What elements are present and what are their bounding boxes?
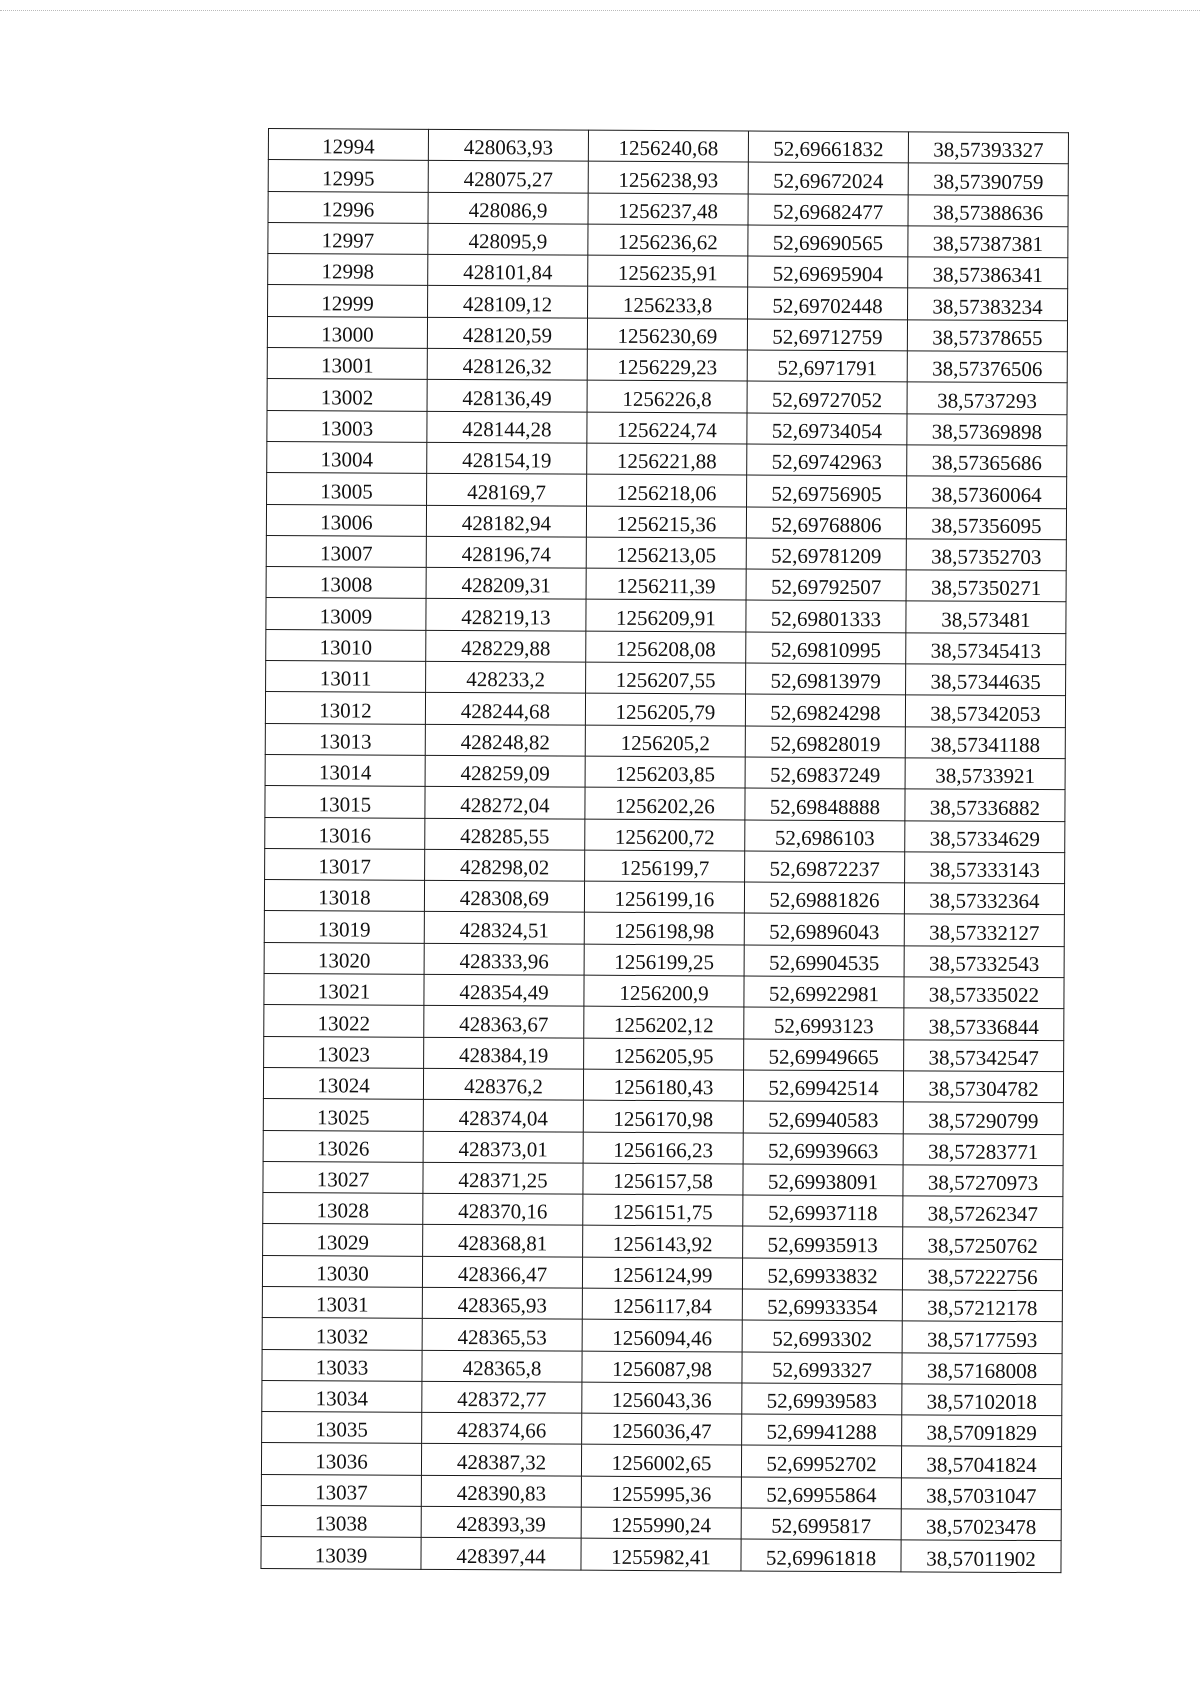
latitude-cell: 52,69949665 [744, 1039, 904, 1071]
y-coordinate-cell: 1256199,16 [584, 881, 744, 913]
longitude-cell: 38,57168008 [902, 1352, 1062, 1384]
latitude-cell: 52,69952702 [741, 1445, 901, 1477]
x-coordinate-cell: 428285,55 [425, 818, 585, 850]
latitude-cell: 52,69734054 [747, 413, 907, 445]
y-coordinate-cell: 1256180,43 [583, 1069, 743, 1101]
y-coordinate-cell: 1256087,98 [582, 1351, 742, 1383]
latitude-cell: 52,69939583 [742, 1383, 902, 1415]
point-number-cell: 13026 [263, 1130, 423, 1162]
latitude-cell: 52,69938091 [743, 1164, 903, 1196]
y-coordinate-cell: 1256166,23 [583, 1132, 743, 1164]
x-coordinate-cell: 428365,53 [422, 1319, 582, 1351]
table-row [266, 629, 1066, 664]
table-row [263, 1224, 1063, 1259]
longitude-cell: 38,5737293 [907, 382, 1067, 414]
latitude-cell: 52,69695904 [748, 256, 908, 288]
y-coordinate-cell: 1256117,84 [582, 1288, 742, 1320]
longitude-cell: 38,57031047 [901, 1478, 1061, 1510]
x-coordinate-cell: 428101,84 [428, 255, 588, 287]
y-coordinate-cell: 1256124,99 [582, 1257, 742, 1289]
point-number-cell: 13037 [261, 1474, 421, 1506]
longitude-cell: 38,57222756 [902, 1259, 1062, 1291]
longitude-cell: 38,57341188 [905, 726, 1065, 758]
x-coordinate-cell: 428308,69 [424, 880, 584, 912]
y-coordinate-cell: 1256218,06 [587, 474, 747, 506]
point-number-cell: 13020 [264, 942, 424, 974]
table-row [264, 942, 1064, 977]
latitude-cell: 52,69768806 [746, 507, 906, 539]
y-coordinate-cell: 1256229,23 [587, 349, 747, 381]
table-row [264, 974, 1064, 1009]
y-coordinate-cell: 1256151,75 [583, 1194, 743, 1226]
longitude-cell: 38,57332543 [904, 946, 1064, 978]
table-row [268, 191, 1068, 226]
x-coordinate-cell: 428169,7 [427, 474, 587, 506]
longitude-cell: 38,5733921 [905, 758, 1065, 790]
point-number-cell: 13024 [263, 1067, 423, 1099]
latitude-cell: 52,6993123 [744, 1007, 904, 1039]
x-coordinate-cell: 428154,19 [427, 442, 587, 474]
x-coordinate-cell: 428086,9 [428, 192, 588, 224]
table-row [266, 504, 1066, 539]
point-number-cell: 13038 [261, 1506, 421, 1538]
point-number-cell: 13017 [265, 848, 425, 880]
table-row [263, 1067, 1063, 1102]
latitude-cell: 52,69702448 [748, 287, 908, 319]
y-coordinate-cell: 1256240,68 [588, 130, 748, 162]
y-coordinate-cell: 1256208,08 [586, 631, 746, 663]
point-number-cell: 13013 [265, 723, 425, 755]
point-number-cell: 13033 [262, 1349, 422, 1381]
longitude-cell: 38,57262347 [903, 1196, 1063, 1228]
point-number-cell: 13034 [262, 1380, 422, 1412]
point-number-cell: 13028 [263, 1193, 423, 1225]
y-coordinate-cell: 1256202,12 [584, 1006, 744, 1038]
latitude-cell: 52,69935913 [743, 1226, 903, 1258]
point-number-cell: 13032 [262, 1318, 422, 1350]
table-row [263, 1193, 1063, 1228]
point-number-cell: 13022 [264, 1005, 424, 1037]
y-coordinate-cell: 1256221,88 [587, 443, 747, 475]
table-row [267, 316, 1067, 351]
x-coordinate-cell: 428259,09 [425, 755, 585, 787]
x-coordinate-cell: 428244,68 [425, 693, 585, 725]
table-row [264, 1005, 1064, 1040]
table-row [267, 379, 1067, 414]
point-number-cell: 13009 [266, 598, 426, 630]
point-number-cell: 13014 [265, 754, 425, 786]
y-coordinate-cell: 1256203,85 [585, 756, 745, 788]
longitude-cell: 38,57304782 [903, 1071, 1063, 1103]
point-number-cell: 13027 [263, 1161, 423, 1193]
point-number-cell: 13023 [264, 1036, 424, 1068]
x-coordinate-cell: 428365,93 [422, 1287, 582, 1319]
y-coordinate-cell: 1256198,98 [584, 913, 744, 945]
point-number-cell: 12995 [268, 160, 428, 192]
point-number-cell: 13019 [264, 911, 424, 943]
latitude-cell: 52,69848888 [745, 788, 905, 820]
y-coordinate-cell: 1256170,98 [583, 1100, 743, 1132]
y-coordinate-cell: 1256213,05 [586, 537, 746, 569]
x-coordinate-cell: 428371,25 [423, 1162, 583, 1194]
point-number-cell: 13025 [263, 1099, 423, 1131]
y-coordinate-cell: 1255990,24 [581, 1507, 741, 1539]
point-number-cell: 13003 [267, 410, 427, 442]
coordinates-table [260, 128, 1069, 1573]
y-coordinate-cell: 1256200,72 [585, 819, 745, 851]
x-coordinate-cell: 428109,12 [428, 286, 588, 318]
latitude-cell: 52,69661832 [748, 131, 908, 163]
x-coordinate-cell: 428365,8 [422, 1350, 582, 1382]
x-coordinate-cell: 428363,67 [424, 1006, 584, 1038]
coordinates-table-body [261, 129, 1069, 1573]
latitude-cell: 52,69828019 [745, 726, 905, 758]
x-coordinate-cell: 428376,2 [423, 1068, 583, 1100]
latitude-cell: 52,69801333 [746, 600, 906, 632]
longitude-cell: 38,57378655 [907, 320, 1067, 352]
longitude-cell: 38,57336844 [904, 1008, 1064, 1040]
y-coordinate-cell: 1256157,58 [583, 1163, 743, 1195]
latitude-cell: 52,69824298 [745, 694, 905, 726]
point-number-cell: 13010 [266, 629, 426, 661]
y-coordinate-cell: 1256094,46 [582, 1319, 742, 1351]
table-row [262, 1255, 1062, 1290]
table-row [262, 1380, 1062, 1415]
y-coordinate-cell: 1256209,91 [586, 600, 746, 632]
x-coordinate-cell: 428298,02 [425, 849, 585, 881]
point-number-cell: 13021 [264, 974, 424, 1006]
point-number-cell: 13035 [262, 1412, 422, 1444]
table-row [268, 129, 1068, 164]
y-coordinate-cell: 1256143,92 [583, 1226, 743, 1258]
point-number-cell: 13004 [267, 441, 427, 473]
latitude-cell: 52,69937118 [743, 1195, 903, 1227]
y-coordinate-cell: 1256233,8 [588, 287, 748, 319]
longitude-cell: 38,57333143 [905, 852, 1065, 884]
x-coordinate-cell: 428126,32 [427, 348, 587, 380]
x-coordinate-cell: 428390,83 [421, 1475, 581, 1507]
latitude-cell: 52,69933832 [742, 1258, 902, 1290]
x-coordinate-cell: 428397,44 [421, 1538, 581, 1570]
table-row [261, 1537, 1061, 1572]
longitude-cell: 38,57345413 [906, 633, 1066, 665]
longitude-cell: 38,57336882 [905, 789, 1065, 821]
longitude-cell: 38,57390759 [908, 163, 1068, 195]
x-coordinate-cell: 428136,49 [427, 380, 587, 412]
longitude-cell: 38,57369898 [907, 414, 1067, 446]
latitude-cell: 52,69922981 [744, 976, 904, 1008]
x-coordinate-cell: 428075,27 [428, 161, 588, 193]
x-coordinate-cell: 428366,47 [422, 1256, 582, 1288]
latitude-cell: 52,69881826 [744, 882, 904, 914]
x-coordinate-cell: 428370,16 [423, 1193, 583, 1225]
x-coordinate-cell: 428272,04 [425, 787, 585, 819]
longitude-cell: 38,57350271 [906, 570, 1066, 602]
latitude-cell: 52,6995817 [741, 1508, 901, 1540]
longitude-cell: 38,57387381 [908, 226, 1068, 258]
table-row [267, 473, 1067, 508]
longitude-cell: 38,57386341 [908, 257, 1068, 289]
longitude-cell: 38,57212178 [902, 1290, 1062, 1322]
point-number-cell: 13012 [265, 692, 425, 724]
longitude-cell: 38,57393327 [908, 132, 1068, 164]
table-row [265, 817, 1065, 852]
x-coordinate-cell: 428219,13 [426, 599, 586, 631]
point-number-cell: 13031 [262, 1286, 422, 1318]
latitude-cell: 52,69792507 [746, 569, 906, 601]
table-row [265, 692, 1065, 727]
x-coordinate-cell: 428063,93 [428, 129, 588, 161]
latitude-cell: 52,69810995 [746, 632, 906, 664]
latitude-cell: 52,6986103 [745, 820, 905, 852]
y-coordinate-cell: 1255982,41 [581, 1539, 741, 1571]
longitude-cell: 38,57342547 [904, 1039, 1064, 1071]
y-coordinate-cell: 1256199,25 [584, 944, 744, 976]
longitude-cell: 38,57388636 [908, 194, 1068, 226]
longitude-cell: 38,57344635 [906, 664, 1066, 696]
table-row [263, 1099, 1063, 1134]
y-coordinate-cell: 1256238,93 [588, 161, 748, 193]
table-row [263, 1161, 1063, 1196]
point-number-cell: 13018 [264, 880, 424, 912]
longitude-cell: 38,57342053 [905, 695, 1065, 727]
table-row [264, 880, 1064, 915]
latitude-cell: 52,69933354 [742, 1289, 902, 1321]
longitude-cell: 38,57335022 [904, 977, 1064, 1009]
table-row [261, 1506, 1061, 1541]
y-coordinate-cell: 1256043,36 [582, 1382, 742, 1414]
table-row [267, 410, 1067, 445]
longitude-cell: 38,57270973 [903, 1165, 1063, 1197]
x-coordinate-cell: 428144,28 [427, 411, 587, 443]
longitude-cell: 38,57334629 [905, 820, 1065, 852]
x-coordinate-cell: 428095,9 [428, 223, 588, 255]
y-coordinate-cell: 1256230,69 [587, 318, 747, 350]
point-number-cell: 13001 [267, 348, 427, 380]
latitude-cell: 52,69940583 [743, 1101, 903, 1133]
table-row [263, 1130, 1063, 1165]
longitude-cell: 38,57250762 [903, 1227, 1063, 1259]
x-coordinate-cell: 428324,51 [424, 912, 584, 944]
x-coordinate-cell: 428372,77 [422, 1381, 582, 1413]
latitude-cell: 52,69742963 [747, 444, 907, 476]
table-row [264, 911, 1064, 946]
table-row [268, 160, 1068, 195]
latitude-cell: 52,69955864 [741, 1477, 901, 1509]
x-coordinate-cell: 428368,81 [423, 1225, 583, 1257]
table-row [266, 535, 1066, 570]
y-coordinate-cell: 1256200,9 [584, 975, 744, 1007]
table-row [265, 723, 1065, 758]
table-row [262, 1286, 1062, 1321]
x-coordinate-cell: 428373,01 [423, 1131, 583, 1163]
y-coordinate-cell: 1256205,79 [585, 694, 745, 726]
latitude-cell: 52,69837249 [745, 757, 905, 789]
latitude-cell: 52,69904535 [744, 945, 904, 977]
point-number-cell: 13006 [266, 504, 426, 536]
latitude-cell: 52,69872237 [745, 851, 905, 883]
y-coordinate-cell: 1256199,7 [585, 850, 745, 882]
y-coordinate-cell: 1256215,36 [586, 506, 746, 538]
scan-edge-line [0, 10, 1200, 11]
longitude-cell: 38,57332364 [904, 883, 1064, 915]
x-coordinate-cell: 428120,59 [427, 317, 587, 349]
table-row [261, 1474, 1061, 1509]
longitude-cell: 38,57360064 [907, 476, 1067, 508]
point-number-cell: 13036 [261, 1443, 421, 1475]
longitude-cell: 38,57102018 [902, 1384, 1062, 1416]
point-number-cell: 12998 [268, 254, 428, 286]
table-row [268, 222, 1068, 257]
x-coordinate-cell: 428233,2 [426, 661, 586, 693]
table-row [265, 848, 1065, 883]
point-number-cell: 13029 [263, 1224, 423, 1256]
point-number-cell: 13002 [267, 379, 427, 411]
table-row [266, 567, 1066, 602]
x-coordinate-cell: 428248,82 [425, 724, 585, 756]
latitude-cell: 52,69941288 [742, 1414, 902, 1446]
point-number-cell: 12996 [268, 191, 428, 223]
latitude-cell: 52,69781209 [746, 538, 906, 570]
x-coordinate-cell: 428387,32 [421, 1444, 581, 1476]
table-row [262, 1318, 1062, 1353]
latitude-cell: 52,69813979 [746, 663, 906, 695]
x-coordinate-cell: 428229,88 [426, 630, 586, 662]
point-number-cell: 13007 [266, 535, 426, 567]
y-coordinate-cell: 1256202,26 [585, 787, 745, 819]
table-row [268, 285, 1068, 320]
table-row [267, 441, 1067, 476]
latitude-cell: 52,69682477 [748, 194, 908, 226]
longitude-cell: 38,57356095 [906, 507, 1066, 539]
y-coordinate-cell: 1256205,2 [585, 725, 745, 757]
table-row [262, 1412, 1062, 1447]
x-coordinate-cell: 428333,96 [424, 943, 584, 975]
y-coordinate-cell: 1256002,65 [581, 1445, 741, 1477]
longitude-cell: 38,57041824 [901, 1446, 1061, 1478]
table-row [265, 786, 1065, 821]
table-row [262, 1349, 1062, 1384]
longitude-cell: 38,57011902 [901, 1540, 1061, 1572]
y-coordinate-cell: 1255995,36 [581, 1476, 741, 1508]
point-number-cell: 13030 [262, 1255, 422, 1287]
longitude-cell: 38,57376506 [907, 351, 1067, 383]
point-number-cell: 13015 [265, 786, 425, 818]
y-coordinate-cell: 1256237,48 [588, 193, 748, 225]
x-coordinate-cell: 428196,74 [426, 536, 586, 568]
point-number-cell: 12997 [268, 222, 428, 254]
x-coordinate-cell: 428374,04 [423, 1100, 583, 1132]
point-number-cell: 13039 [261, 1537, 421, 1569]
y-coordinate-cell: 1256226,8 [587, 381, 747, 413]
table-row [264, 1036, 1064, 1071]
longitude-cell: 38,57352703 [906, 539, 1066, 571]
longitude-cell: 38,573481 [906, 601, 1066, 633]
latitude-cell: 52,69756905 [747, 475, 907, 507]
latitude-cell: 52,69942514 [743, 1070, 903, 1102]
x-coordinate-cell: 428354,49 [424, 974, 584, 1006]
y-coordinate-cell: 1256235,91 [588, 255, 748, 287]
point-number-cell: 12999 [268, 285, 428, 317]
longitude-cell: 38,57023478 [901, 1509, 1061, 1541]
x-coordinate-cell: 428209,31 [426, 567, 586, 599]
table-row [266, 661, 1066, 696]
table-row [266, 598, 1066, 633]
longitude-cell: 38,57332127 [904, 914, 1064, 946]
y-coordinate-cell: 1256224,74 [587, 412, 747, 444]
latitude-cell: 52,6993302 [742, 1320, 902, 1352]
latitude-cell: 52,69672024 [748, 162, 908, 194]
table-row [268, 254, 1068, 289]
latitude-cell: 52,69939663 [743, 1133, 903, 1165]
latitude-cell: 52,69712759 [747, 319, 907, 351]
table-row [265, 754, 1065, 789]
longitude-cell: 38,57283771 [903, 1133, 1063, 1165]
latitude-cell: 52,69727052 [747, 381, 907, 413]
latitude-cell: 52,6971791 [747, 350, 907, 382]
x-coordinate-cell: 428182,94 [426, 505, 586, 537]
point-number-cell: 12994 [268, 129, 428, 161]
longitude-cell: 38,57091829 [902, 1415, 1062, 1447]
x-coordinate-cell: 428384,19 [424, 1037, 584, 1069]
y-coordinate-cell: 1256211,39 [586, 568, 746, 600]
longitude-cell: 38,57365686 [907, 445, 1067, 477]
point-number-cell: 13000 [267, 316, 427, 348]
point-number-cell: 13016 [265, 817, 425, 849]
table-row [267, 348, 1067, 383]
x-coordinate-cell: 428393,39 [421, 1506, 581, 1538]
table-row [261, 1443, 1061, 1478]
y-coordinate-cell: 1256205,95 [584, 1038, 744, 1070]
longitude-cell: 38,57383234 [908, 288, 1068, 320]
latitude-cell: 52,69961818 [741, 1539, 901, 1571]
y-coordinate-cell: 1256036,47 [582, 1413, 742, 1445]
point-number-cell: 13008 [266, 567, 426, 599]
latitude-cell: 52,69690565 [748, 225, 908, 257]
longitude-cell: 38,57177593 [902, 1321, 1062, 1353]
latitude-cell: 52,69896043 [744, 913, 904, 945]
y-coordinate-cell: 1256236,62 [588, 224, 748, 256]
latitude-cell: 52,6993327 [742, 1352, 902, 1384]
y-coordinate-cell: 1256207,55 [586, 662, 746, 694]
point-number-cell: 13005 [267, 473, 427, 505]
x-coordinate-cell: 428374,66 [422, 1412, 582, 1444]
longitude-cell: 38,57290799 [903, 1102, 1063, 1134]
point-number-cell: 13011 [266, 661, 426, 693]
